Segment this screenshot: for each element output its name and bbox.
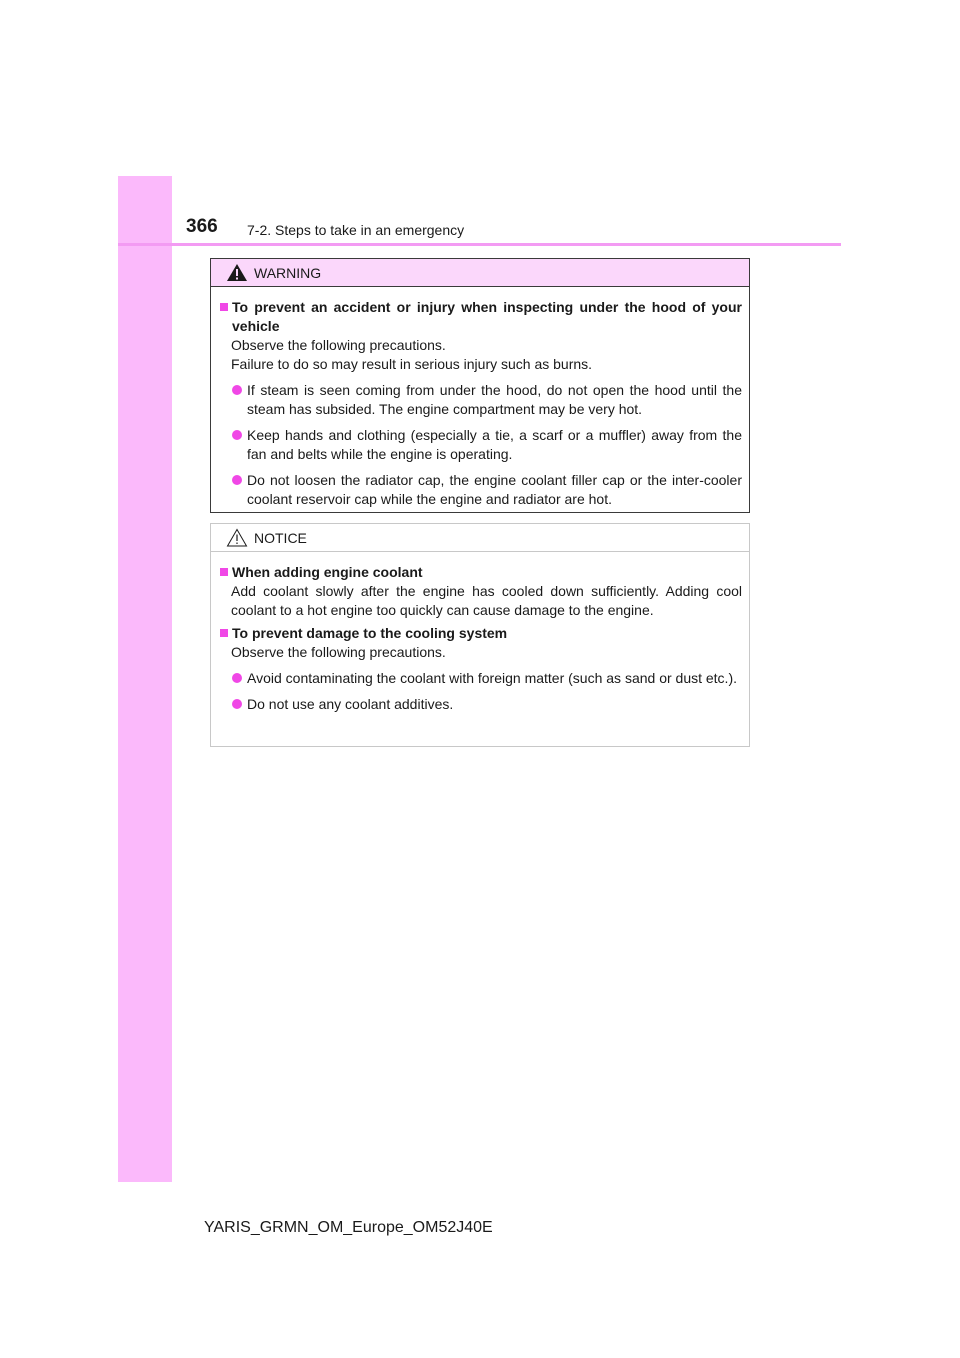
- list-item: [232, 426, 742, 464]
- list-item: [232, 381, 742, 419]
- list-item-text: Do not loosen the radiator cap, the engine coolant filler cap or the inter-cooler coolant reservoir cap while the engine and radiator are hot.: [247, 472, 742, 507]
- page-number: 366: [186, 216, 218, 237]
- warning-box: [210, 258, 750, 513]
- notice-heading-text: When adding engine coolant: [232, 564, 423, 580]
- round-bullet-icon: [232, 673, 242, 683]
- warning-heading: [218, 298, 742, 336]
- list-item-text: Avoid contaminating the coolant with foreign matter (such as sand or dust etc.).: [247, 670, 737, 686]
- square-bullet-icon: [220, 629, 228, 637]
- notice-label: NOTICE: [254, 530, 307, 546]
- notice-header: [211, 524, 749, 552]
- notice-text-1: Add coolant slowly after the engine has cooled down sufficiently. Adding cool coolant to a hot engine too quickly can cause damage to the engine.: [231, 583, 742, 618]
- round-bullet-icon: [232, 430, 242, 440]
- chapter-side-tab: [118, 176, 172, 1182]
- square-bullet-icon: [220, 303, 228, 311]
- warning-intro-2: Failure to do so may result in serious injury such as burns.: [231, 356, 593, 372]
- header-rule: [118, 243, 841, 246]
- notice-heading-text: To prevent damage to the cooling system: [232, 625, 508, 641]
- warning-header: [211, 259, 749, 287]
- notice-heading-2: [218, 624, 742, 643]
- notice-text-2: Observe the following precautions.: [231, 644, 446, 660]
- document-code-footer: YARIS_GRMN_OM_Europe_OM52J40E: [204, 1219, 493, 1236]
- list-item: [232, 471, 742, 509]
- notice-box: [210, 523, 750, 747]
- notice-body: [211, 552, 749, 714]
- warning-triangle-icon: [226, 263, 248, 282]
- warning-heading-text: To prevent an accident or injury when inspecting under the hood of your vehicle: [232, 299, 742, 334]
- caution-triangle-icon: [226, 528, 248, 547]
- section-title: 7-2. Steps to take in an emergency: [247, 222, 465, 238]
- round-bullet-icon: [232, 699, 242, 709]
- list-item-text: Do not use any coolant additives.: [247, 696, 454, 712]
- warning-body: [211, 287, 749, 509]
- list-item-text: If steam is seen coming from under the hood, do not open the hood until the steam has subsided. The engine compartment may be very hot.: [247, 382, 742, 417]
- notice-heading-1: [218, 563, 742, 582]
- list-item-text: Keep hands and clothing (especially a tie, a scarf or a muffler) away from the fan and belts while the engine is operating.: [247, 427, 742, 462]
- square-bullet-icon: [220, 568, 228, 576]
- warning-label: WARNING: [254, 265, 322, 281]
- warning-intro-1: Observe the following precautions.: [231, 337, 446, 353]
- list-item: [232, 669, 742, 688]
- round-bullet-icon: [232, 475, 242, 485]
- list-item: [232, 695, 742, 714]
- round-bullet-icon: [232, 385, 242, 395]
